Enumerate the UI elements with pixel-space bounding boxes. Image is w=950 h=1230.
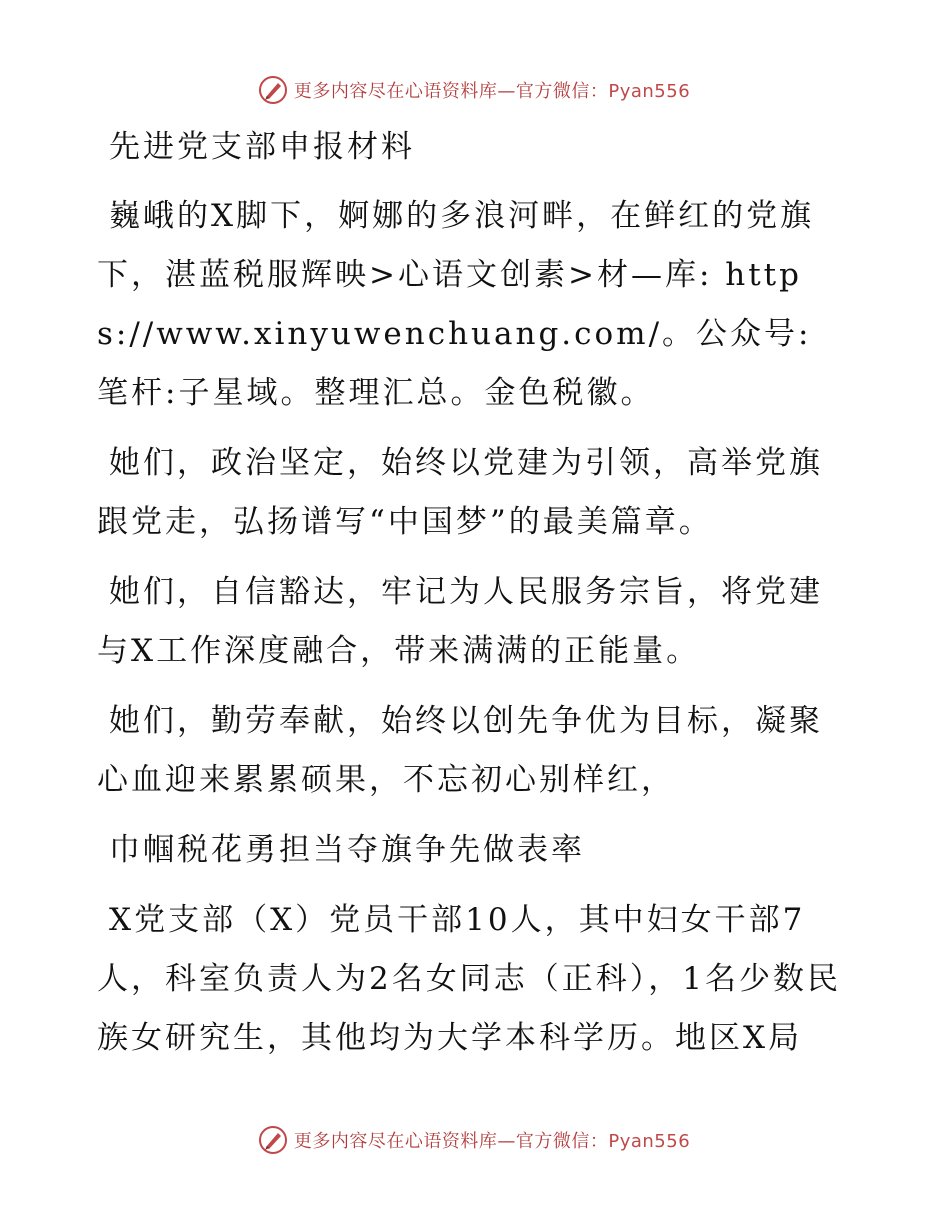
section-heading: 巾帼税花勇担当夺旗争先做表率 bbox=[109, 832, 585, 868]
pen-logo-icon bbox=[258, 1125, 288, 1155]
paragraph: 她们，勤劳奉献，始终以创先争优为目标，凝聚心血迎来累累硕果，不忘初心别样红， bbox=[97, 703, 823, 798]
watermark-text: 更多内容尽在心语资料库—官方微信：Pyan556 bbox=[293, 1131, 691, 1152]
paragraph: 她们，政治坚定，始终以党建为引领，高举党旗跟党走，弘扬谱写“中国梦”的最美篇章。 bbox=[97, 445, 823, 540]
watermark-text: 更多内容尽在心语资料库—官方微信：Pyan556 bbox=[293, 81, 691, 102]
paragraph: 她们，自信豁达，牢记为人民服务宗旨，将党建与X工作深度融合，带来满满的正能量。 bbox=[97, 574, 823, 669]
document-title: 先进党支部申报材料 bbox=[109, 129, 415, 165]
document-body bbox=[97, 118, 842, 1079]
paragraph: X党支部（X）党员干部10人，其中妇女干部7人，科室负责人为2名女同志（正科），1名少数民族女研究生，其他均为大学本科学历。地区X局 bbox=[97, 902, 841, 1056]
paragraph: 巍峨的X脚下，婀娜的多浪河畔，在鲜红的党旗下，湛蓝税服辉映>心语文创素>材—库: https://www.xinyuwenchuang.com/。公众号: 笔杆:子星域。整理汇总。金色税徽。 bbox=[97, 198, 815, 411]
footer-watermark-banner bbox=[0, 1120, 950, 1160]
header-watermark-banner bbox=[0, 70, 950, 110]
pen-logo-icon bbox=[258, 75, 288, 105]
